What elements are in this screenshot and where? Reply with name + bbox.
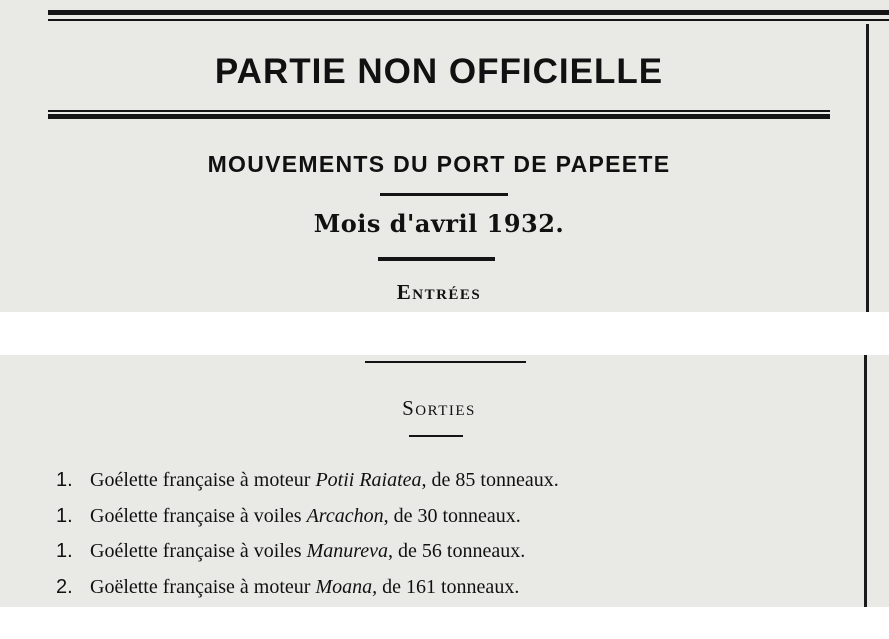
entry-tonnage: , de 30 tonneaux.	[383, 504, 521, 527]
entry-number: 2.	[56, 575, 73, 598]
sorties-heading: Sorties	[402, 396, 476, 420]
scan-fragment-bottom	[0, 355, 889, 607]
ship-name: Potii Raiatea	[315, 469, 422, 491]
section-rule-thin	[48, 110, 830, 112]
entry-number: 1.	[56, 504, 73, 527]
top-double-rule-thin	[48, 19, 889, 21]
ship-name: Manureva	[306, 540, 389, 562]
short-rule-3	[365, 361, 526, 363]
entry-number: 1.	[56, 540, 73, 562]
entry-tonnage: , de 56 tonneaux.	[388, 540, 526, 562]
entry-text: Goélette française à voiles	[90, 540, 302, 562]
list-item	[56, 534, 836, 570]
short-rule-1	[380, 193, 508, 196]
short-rule-2	[378, 257, 495, 261]
ship-name: Moana,	[315, 575, 378, 598]
short-rule-4	[409, 435, 463, 437]
list-item	[56, 463, 836, 499]
entry-tonnage: de 161 tonneaux.	[377, 575, 520, 598]
list-item	[56, 499, 836, 535]
entrees-heading: Entrées	[396, 280, 482, 304]
entry-number: 1.	[56, 469, 73, 491]
month-heading: Mois d'avril 1932.	[313, 209, 565, 238]
entry-text: Goélette française à voiles	[90, 504, 302, 527]
ship-name: Arcachon	[306, 504, 384, 527]
scan-fragment-top	[0, 0, 889, 312]
page-edge-line	[866, 24, 869, 312]
entry-tonnage: , de 85 tonneaux.	[421, 469, 559, 491]
entry-text: Goëlette française à moteur	[90, 575, 311, 598]
page-edge-line-bottom	[864, 355, 867, 607]
top-double-rule-thick	[48, 10, 889, 15]
port-heading: MOUVEMENTS DU PORT DE PAPEETE	[207, 151, 671, 177]
departures-list	[56, 463, 836, 605]
entry-text: Goélette française à moteur	[90, 469, 311, 491]
list-item	[56, 570, 836, 606]
section-rule-thick	[48, 114, 830, 119]
main-heading: PARTIE NON OFFICIELLE	[214, 52, 664, 91]
